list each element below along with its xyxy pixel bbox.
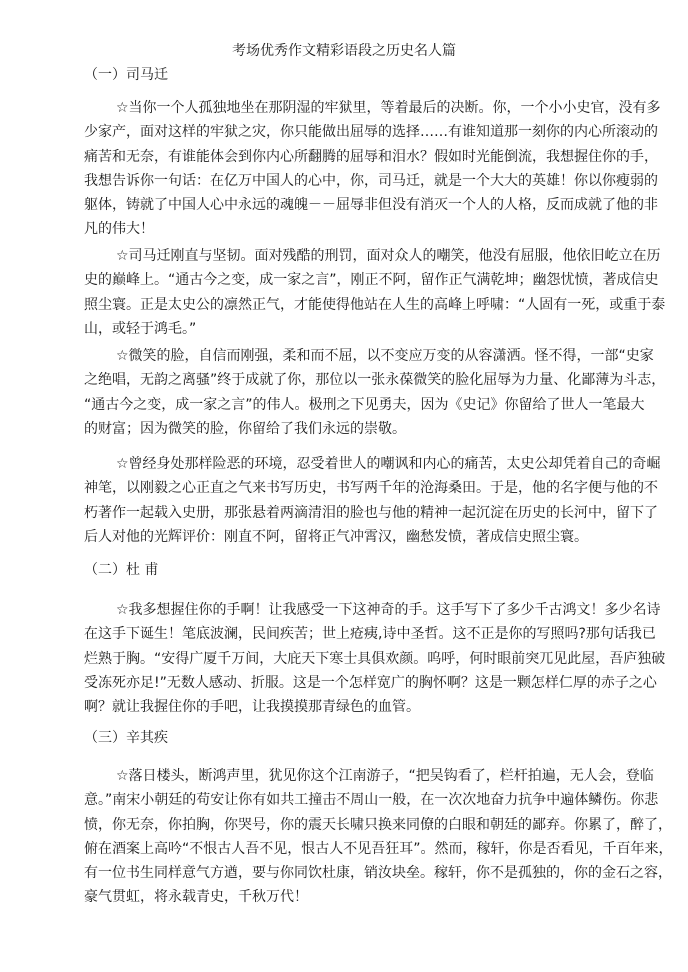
section-heading-du-fu: （二）杜 甫 xyxy=(84,562,159,578)
text-line: 豪气贯虹，将永载青史，千秋万代！ xyxy=(84,889,308,906)
text-line: 有一位书生同样意气方遒，要与你同饮杜康，销汝块垒。稼轩，你不是孤独的，你的金石之容， xyxy=(84,865,672,882)
paragraph xyxy=(84,344,666,441)
text-line: 受冻死亦足!”无数人感动、折服。这是一个怎样宽广的胸怀啊？这是一颗怎样仁厚的赤子之心 xyxy=(84,674,657,691)
paragraph xyxy=(84,764,673,910)
text-line: ☆落日楼头，断鸿声里，犹见你这个江南游子，“把吴钩看了，栏杆拍遍，无人会，登临 xyxy=(116,768,654,784)
text-line: 神笔，以刚毅之心正直之气来书写历史，书写两千年的沧海桑田。于是，他的名字便与他的不 xyxy=(84,480,658,497)
text-line: 意。”南宋小朝廷的苟安让你有如共工撞击不周山一般，在一次次地奋力抗争中遍体鳞伤。你悲 xyxy=(84,792,659,809)
text-line: 史的巅峰上。“通古今之变，成一家之言”，刚正不阿，留作正气满乾坤；幽怨忧愤，著成信史 xyxy=(84,272,659,289)
text-line: “通古今之变，成一家之言”的伟人。极刑之下见勇夫，因为《史记》你留给了世人一笔最大 xyxy=(84,396,645,413)
text-line: ☆我多想握住你的手啊！让我感受一下这神奇的手。这手写下了多少千古鸿文！多少名诗 xyxy=(116,602,661,618)
text-line: ☆司马迁刚直与坚韧。面对残酷的刑罚，面对众人的嘲笑，他没有屈服，他依旧屹立在历 xyxy=(116,248,661,264)
text-line: 山，或轻于鸿毛。” xyxy=(84,320,197,337)
text-line: 之绝唱，无韵之离骚”终于成就了你，那位以一张永葆微笑的脸化屈辱为力量、化鄙薄为斗志， xyxy=(84,372,666,389)
text-line: 在这手下诞生！笔底波澜，民间疾苦；世上疮痍,诗中圣哲。这不正是你的写照吗?那句话我已 xyxy=(84,626,656,643)
document-title: 考场优秀作文精彩语段之历史名人篇 xyxy=(232,43,456,59)
section-heading-xin-qiji: （三）辛其疾 xyxy=(84,730,168,746)
paragraph xyxy=(84,598,666,719)
text-line: 凡的伟大！ xyxy=(84,221,154,238)
text-line: 的财富；因为微笑的脸，你留给了我们永远的崇敬。 xyxy=(84,420,406,437)
section-heading-sima-qian: （一）司马迁 xyxy=(84,67,168,83)
text-line: 愤，你无奈，你拍胸，你哭号，你的震天长啸只换来同僚的白眼和朝廷的鄙弃。你累了，醉了， xyxy=(84,816,672,833)
text-line: 痛苦和无奈，有谁能体会到你内心所翻腾的屈辱和泪水？假如时光能倒流，我想握住你的手， xyxy=(84,148,658,165)
text-line: 躯体，铸就了中国人心中永远的魂魄－－屈辱非但没有消灭一个人的人格，反而成就了他的非 xyxy=(84,197,658,214)
text-line: ☆微笑的脸，自信而刚强，柔和而不屈，以不变应万变的从容潇洒。怪不得，一部“史家 xyxy=(116,348,654,364)
text-line: 照尘寰。正是太史公的凛然正气，才能使得他站在人生的高峰上呼啸：“人固有一死，或重于泰 xyxy=(84,296,666,313)
text-line: 朽著作一起载入史册，那张悬着两滴清泪的脸也与他的精神一起沉淀在历史的长河中，留下了 xyxy=(84,504,658,521)
text-line: 烂熟于胸。“安得广厦千万间，大庇天下寒士具俱欢颜。呜呼，何时眼前突兀见此屋，吾庐独破 xyxy=(84,650,666,667)
text-line: 少家产，面对这样的牢狱之灾，你只能做出屈辱的选择……有谁知道那一刻你的内心所滚动的 xyxy=(84,124,658,141)
paragraph xyxy=(84,96,661,242)
text-line: ☆曾经身处那样险恶的环境，忍受着世人的嘲讽和内心的痛苦，太史公却凭着自己的奇崛 xyxy=(116,456,661,472)
text-line: 啊？就让我握住你的手吧，让我摸摸那青绿色的血管。 xyxy=(84,699,420,716)
paragraph xyxy=(84,452,661,549)
text-line: 俯在酒案上高吟“不恨古人吾不见，恨古人不见吾狂耳”。然而，稼轩，你是否看见，千百年来， xyxy=(84,840,673,857)
text-line: ☆当你一个人孤独地坐在那阴湿的牢狱里，等着最后的决断。你，一个小小史官，没有多 xyxy=(116,100,661,116)
paragraph xyxy=(84,244,666,341)
text-line: 后人对他的光辉评价：刚直不阿，留将正气冲霄汉，幽愁发愤，著成信史照尘寰。 xyxy=(84,528,588,545)
text-line: 我想告诉你一句话：在亿万中国人的心中，你，司马迁，就是一个大大的英雄！你以你瘦弱的 xyxy=(84,172,658,189)
